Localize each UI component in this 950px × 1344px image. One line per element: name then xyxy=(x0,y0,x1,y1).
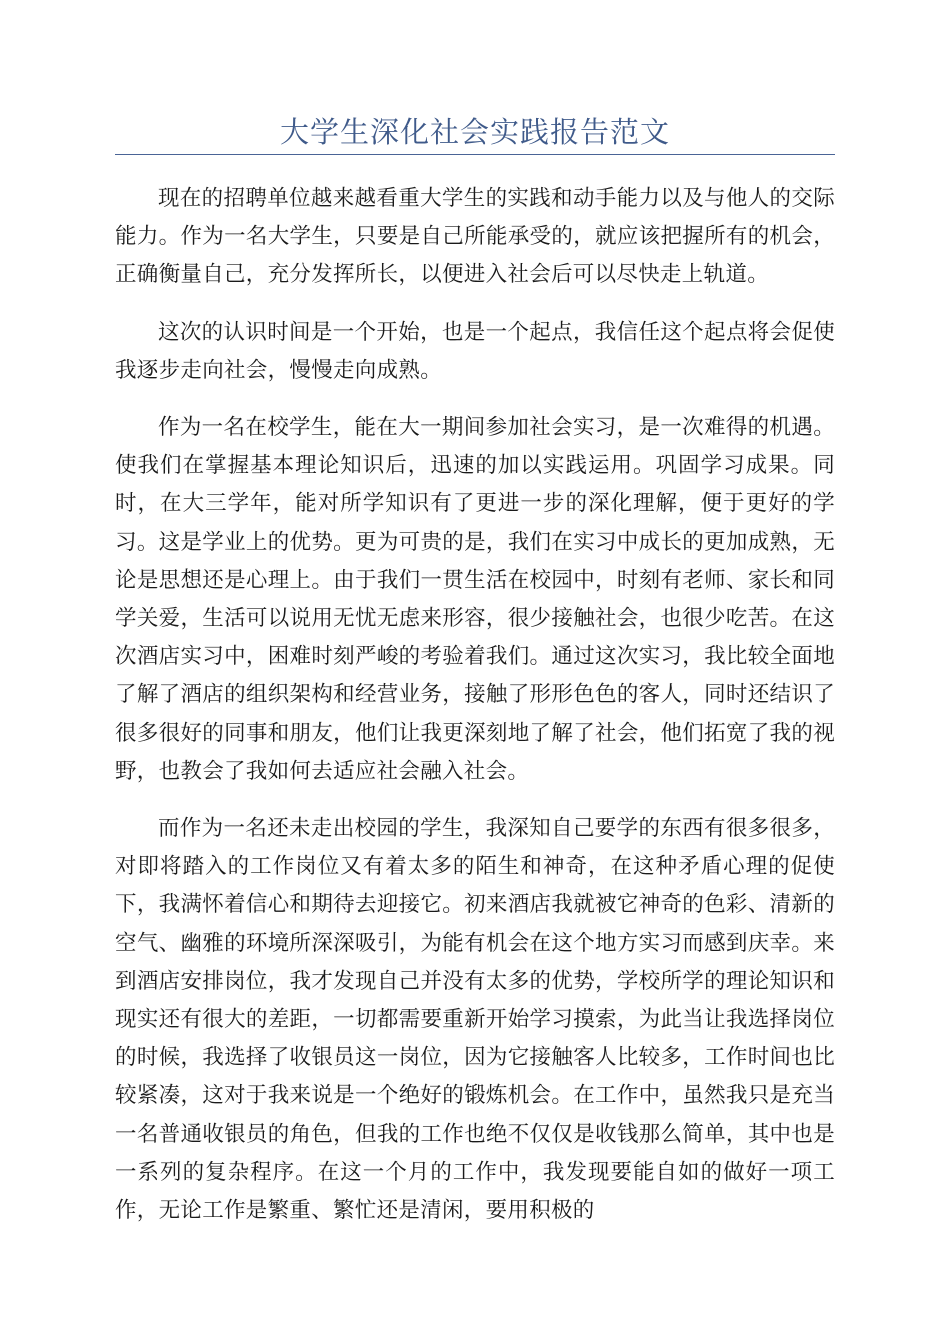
paragraph-3: 作为一名在校学生，能在大一期间参加社会实习，是一次难得的机遇。使我们在掌握基本理论知识后，迅速的加以实践运用。巩固学习成果。同时，在大三学年，能对所学知识有了更进一步的深化理解，便于更好的学习。这是学业上的优势。更为可贵的是，我们在实习中成长的更加成熟，无论是思想还是心理上。由于我们一贯生活在校园中，时刻有老师、家长和同学关爱，生活可以说用无忧无虑来形容，很少接触社会，也很少吃苦。在这次酒店实习中，困难时刻严峻的考验着我们。通过这次实习，我比较全面地了解了酒店的组织架构和经营业务，接触了形形色色的客人，同时还结识了很多很好的同事和朋友，他们让我更深刻地了解了社会，他们拓宽了我的视野，也教会了我如何去适应社会融入社会。 xyxy=(115,415,835,784)
paragraph-1: 现在的招聘单位越来越看重大学生的实践和动手能力以及与他人的交际能力。作为一名大学生，只要是自己所能承受的，就应该把握所有的机会，正确衡量自己，充分发挥所长，以便进入社会后可以尽快走上轨道。 xyxy=(115,186,835,288)
document-title: 大学生深化社会实践报告范文 xyxy=(279,115,670,149)
document-body xyxy=(115,180,835,1249)
paragraph-4: 而作为一名还未走出校园的学生，我深知自己要学的东西有很多很多，对即将踏入的工作岗位又有着太多的陌生和神奇，在这种矛盾心理的促使下，我满怀着信心和期待去迎接它。初来酒店我就被它神奇的色彩、清新的空气、幽雅的环境所深深吸引，为能有机会在这个地方实习而感到庆幸。来到酒店安排岗位，我才发现自己并没有太多的优势，学校所学的理论知识和现实还有很大的差距，一切都需要重新开始学习摸索，为此当让我选择岗位的时候，我选择了收银员这一岗位，因为它接触客人比较多，工作时间也比较紧凑，这对于我来说是一个绝好的锻炼机会。在工作中，虽然我只是充当一名普通收银员的角色，但我的工作也绝不仅仅是收钱那么简单，其中也是一系列的复杂程序。在这一个月的工作中，我发现要能自如的做好一项工作，无论工作是繁重、繁忙还是清闲，要用积极的 xyxy=(115,816,835,1224)
title-underline xyxy=(115,154,835,155)
paragraph-2: 这次的认识时间是一个开始，也是一个起点，我信任这个起点将会促使我逐步走向社会，慢慢走向成熟。 xyxy=(115,319,835,383)
